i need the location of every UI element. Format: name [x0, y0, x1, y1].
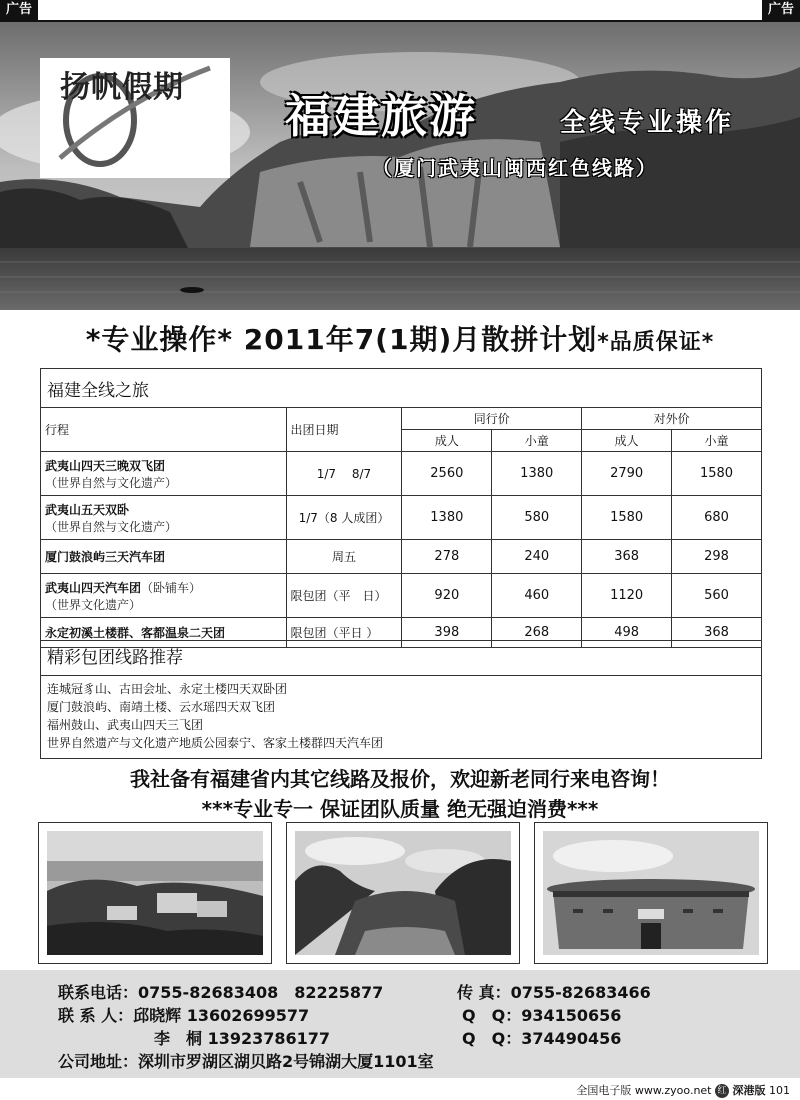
- person-2[interactable]: 李 桐 13923786177: [154, 1029, 331, 1048]
- address-line: [58, 1049, 434, 1072]
- public-adult-price: 1580: [582, 496, 672, 540]
- hero-route: （厦门武夷山闽西红色线路）: [372, 156, 658, 180]
- footer-edition: 深港版: [732, 1084, 766, 1097]
- trade-adult-price: 278: [402, 540, 492, 574]
- person-label: 联 系 人：: [58, 1006, 134, 1025]
- qq-line-2: [462, 1026, 621, 1049]
- hero-subtitle: 全线专业操作: [560, 108, 735, 138]
- route-date: 1/7（8 人成团）: [286, 496, 402, 540]
- hero-banner: [0, 22, 800, 310]
- route-name: 武夷山五天双卧: [45, 502, 130, 517]
- tulou-photo-image: [543, 831, 759, 955]
- table-row: [41, 540, 762, 574]
- phone-number[interactable]: 0755-82683408 82225877: [138, 983, 384, 1002]
- ad-label-left: 广告: [0, 0, 38, 20]
- trade-child-price: 580: [492, 496, 582, 540]
- list-item: 厦门鼓浪屿、南靖土楼、云水瑶四天双飞团: [47, 700, 276, 714]
- public-child-price: 1580: [672, 452, 762, 496]
- photo-gulangyu: [38, 822, 272, 964]
- table-row: [41, 452, 762, 496]
- page-number: 101: [769, 1084, 790, 1097]
- public-adult-price: 1120: [582, 574, 672, 618]
- col-trade-header: 同行价: [402, 408, 582, 430]
- logo-text: 扬帆假期: [60, 70, 184, 105]
- col-public-header: 对外价: [582, 408, 762, 430]
- contact-person-line-2: [154, 1026, 330, 1049]
- address: 深圳市罗湖区湖贝路2号锦湖大厦1101室: [138, 1052, 434, 1071]
- qq-1[interactable]: 934150656: [521, 1006, 622, 1025]
- route-name: 永定初溪土楼群、客都温泉二天团: [45, 626, 226, 640]
- price-table: [40, 368, 762, 648]
- list-item: 世界自然遗产与文化遗产地质公园泰宁、客家土楼群四天汽车团: [47, 736, 384, 750]
- route-note: （世界自然与文化遗产）: [45, 475, 178, 490]
- route-note: （世界文化遗产）: [45, 597, 142, 612]
- col-trade-child: 小童: [492, 430, 582, 452]
- headline-left: *专业操作*: [85, 323, 234, 356]
- page-footer: [576, 1082, 790, 1098]
- public-child-price: 560: [672, 574, 762, 618]
- qq-2[interactable]: 374490456: [521, 1029, 622, 1048]
- phone-line: [58, 980, 383, 1003]
- col-public-adult: 成人: [582, 430, 672, 452]
- list-item: 福州鼓山、武夷山四天三飞团: [47, 718, 204, 732]
- route-name: 厦门鼓浪屿三天汽车团: [45, 550, 166, 564]
- table-section-title: 福建全线之旅: [41, 369, 762, 408]
- fax-number[interactable]: 0755-82683466: [510, 983, 651, 1002]
- trade-child-price: 1380: [492, 452, 582, 496]
- public-child-price: 368: [672, 618, 762, 648]
- route-name: 武夷山四天三晚双飞团: [45, 458, 166, 473]
- recommend-title: 精彩包团线路推荐: [41, 640, 761, 676]
- headline: [0, 318, 800, 358]
- recommend-list: [41, 676, 761, 758]
- address-label: 公司地址：: [58, 1052, 139, 1071]
- footer-badge-icon: 红: [715, 1084, 729, 1098]
- route-name-suffix: （卧铺车）: [141, 580, 202, 595]
- list-item: 连城冠豸山、古田会址、永定土楼四天双卧团: [47, 682, 288, 696]
- photo-wuyishan: [286, 822, 520, 964]
- headline-main: 2011年7(1期)月散拼计划: [243, 323, 598, 356]
- route-note: （世界自然与文化遗产）: [45, 519, 178, 534]
- phone-label: 联系电话：: [58, 983, 139, 1002]
- contact-person-line-1: [58, 1003, 309, 1026]
- trade-child-price: 460: [492, 574, 582, 618]
- col-route-header: 行程: [41, 408, 287, 452]
- table-row: [41, 574, 762, 618]
- trade-adult-price: 1380: [402, 496, 492, 540]
- fax-label: 传 真：: [457, 983, 511, 1002]
- route-date: 周五: [286, 540, 402, 574]
- hero-title: 福建旅游: [285, 89, 477, 143]
- table-row: [41, 496, 762, 540]
- route-date: 限包团（平日 ）: [286, 618, 402, 648]
- ad-label-right: 广告: [762, 0, 800, 20]
- mountain-river-photo-image: [295, 831, 511, 955]
- photo-tulou: [534, 822, 768, 964]
- col-date-header: 出团日期: [286, 408, 402, 452]
- trade-adult-price: 398: [402, 618, 492, 648]
- qq-label: Q Q：: [462, 1006, 522, 1025]
- recommend-section: [40, 640, 762, 759]
- promo-line-2: ***专业专一 保证团队质量 绝无强迫消费***: [201, 797, 599, 821]
- person-1[interactable]: 邱晓辉 13602699577: [133, 1006, 310, 1025]
- trade-adult-price: 920: [402, 574, 492, 618]
- route-date: 限包团（平 日）: [286, 574, 402, 618]
- col-public-child: 小童: [672, 430, 762, 452]
- contact-panel: [0, 970, 800, 1078]
- trade-child-price: 268: [492, 618, 582, 648]
- col-trade-adult: 成人: [402, 430, 492, 452]
- fax-line: [457, 980, 651, 1003]
- trade-adult-price: 2560: [402, 452, 492, 496]
- public-adult-price: 498: [582, 618, 672, 648]
- island-photo-image: [47, 831, 263, 955]
- route-date: 1/7 8/7: [286, 452, 402, 496]
- qq-line-1: [462, 1003, 621, 1026]
- public-child-price: 298: [672, 540, 762, 574]
- public-adult-price: 2790: [582, 452, 672, 496]
- footer-site[interactable]: 全国电子版 www.zyoo.net: [576, 1084, 712, 1097]
- trade-child-price: 240: [492, 540, 582, 574]
- qq-label: Q Q：: [462, 1029, 522, 1048]
- public-child-price: 680: [672, 496, 762, 540]
- public-adult-price: 368: [582, 540, 672, 574]
- headline-right: *品质保证*: [597, 330, 715, 355]
- route-name: 武夷山四天汽车团: [45, 580, 142, 595]
- promo-line-1: 我社备有福建省内其它线路及报价，欢迎新老同行来电咨询！: [130, 767, 670, 791]
